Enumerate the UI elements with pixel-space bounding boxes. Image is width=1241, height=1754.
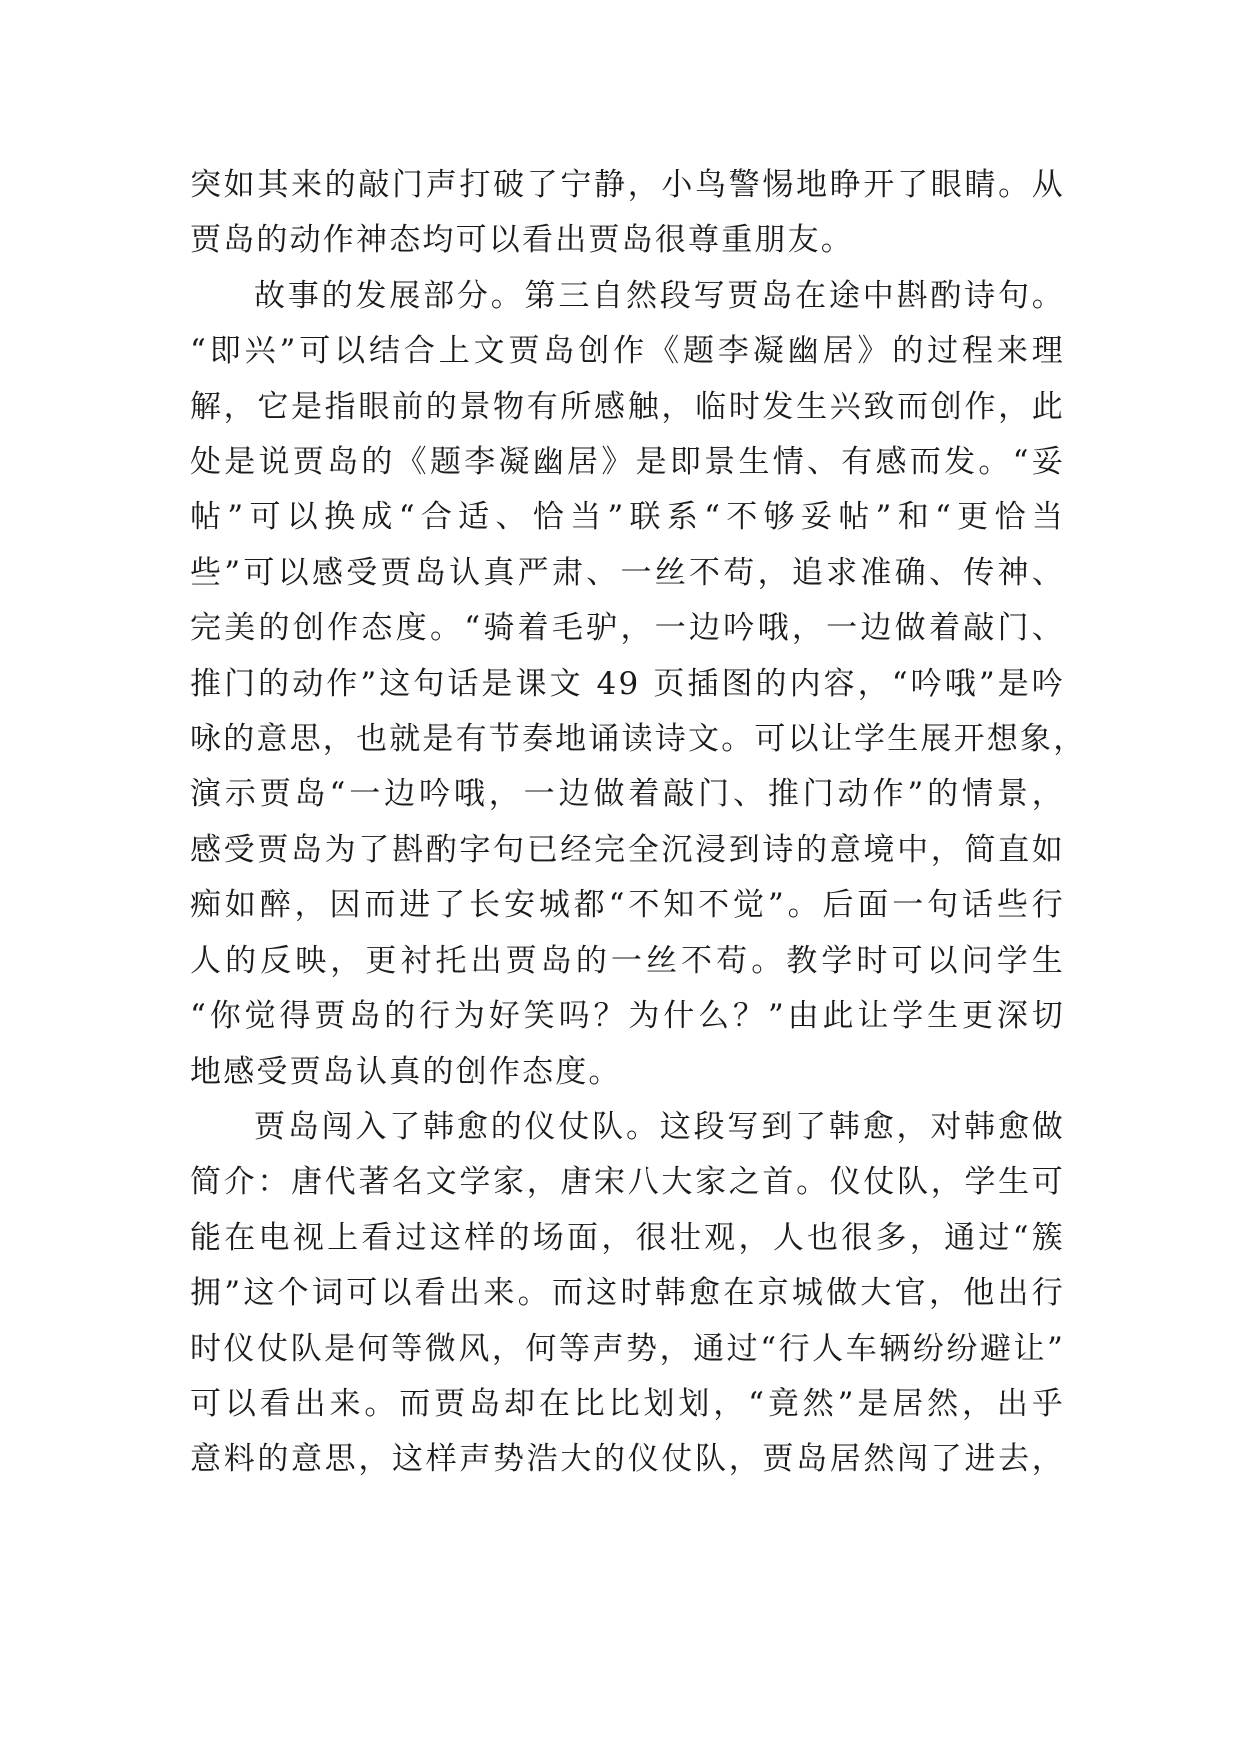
text-line: 意料的意思，这样声势浩大的仪仗队，贾岛居然闯了进去， xyxy=(190,1441,1065,1478)
text-line: 地感受贾岛认真的创作态度。 xyxy=(190,1053,622,1090)
text-line: 故事的发展部分。第三自然段写贾岛在途中斟酌诗句。 xyxy=(254,277,1065,314)
text-line: 痴如醉，因而进了长安城都“不知不觉”。后面一句话些行 xyxy=(190,887,1065,924)
text-line: 推门的动作”这句话是课文 49 页插图的内容，“吟哦”是吟 xyxy=(190,665,1065,702)
text-line: 完美的创作态度。“骑着毛驴，一边吟哦，一边做着敲门、 xyxy=(190,610,1065,647)
text-line: 处是说贾岛的《题李凝幽居》是即景生情、有感而发。“妥 xyxy=(190,444,1065,481)
text-line: 贾岛闯入了韩愈的仪仗队。这段写到了韩愈，对韩愈做 xyxy=(254,1108,1065,1145)
text-line: 解，它是指眼前的景物有所感触，临时发生兴致而创作，此 xyxy=(190,388,1065,425)
text-line: “你觉得贾岛的行为好笑吗？为什么？”由此让学生更深切 xyxy=(190,998,1065,1035)
text-line: 帖”可以换成“合适、恰当”联系“不够妥帖”和“更恰当 xyxy=(190,499,1065,536)
text-line: “即兴”可以结合上文贾岛创作《题李凝幽居》的过程来理 xyxy=(190,333,1065,370)
text-line: 人的反映，更衬托出贾岛的一丝不苟。教学时可以问学生 xyxy=(190,942,1065,979)
text-line: 些”可以感受贾岛认真严肃、一丝不苟，追求准确、传神、 xyxy=(190,554,1065,591)
paragraph-3 xyxy=(190,1100,1065,1488)
paragraph-1 xyxy=(190,158,1065,269)
text-line: 演示贾岛“一边吟哦，一边做着敲门、推门动作”的情景， xyxy=(190,776,1065,813)
text-line: 咏的意思，也就是有节奏地诵读诗文。可以让学生展开想象， xyxy=(190,721,1087,758)
text-line: 拥”这个词可以看出来。而这时韩愈在京城做大官，他出行 xyxy=(190,1275,1065,1312)
text-line: 贾岛的动作神态均可以看出贾岛很尊重朋友。 xyxy=(190,222,854,259)
paragraph-2 xyxy=(190,269,1087,1100)
text-line: 简介：唐代著名文学家，唐宋八大家之首。仪仗队，学生可 xyxy=(190,1164,1065,1201)
text-line: 可以看出来。而贾岛却在比比划划，“竟然”是居然，出乎 xyxy=(190,1385,1065,1422)
text-line: 能在电视上看过这样的场面，很壮观，人也很多，通过“簇 xyxy=(190,1219,1065,1256)
text-line: 时仪仗队是何等微风，何等声势，通过“行人车辆纷纷避让” xyxy=(190,1330,1065,1367)
body-text xyxy=(190,158,1087,1488)
text-line: 突如其来的敲门声打破了宁静，小鸟警惕地睁开了眼睛。从 xyxy=(190,167,1065,203)
text-line: 感受贾岛为了斟酌字句已经完全沉浸到诗的意境中，简直如 xyxy=(190,831,1065,868)
